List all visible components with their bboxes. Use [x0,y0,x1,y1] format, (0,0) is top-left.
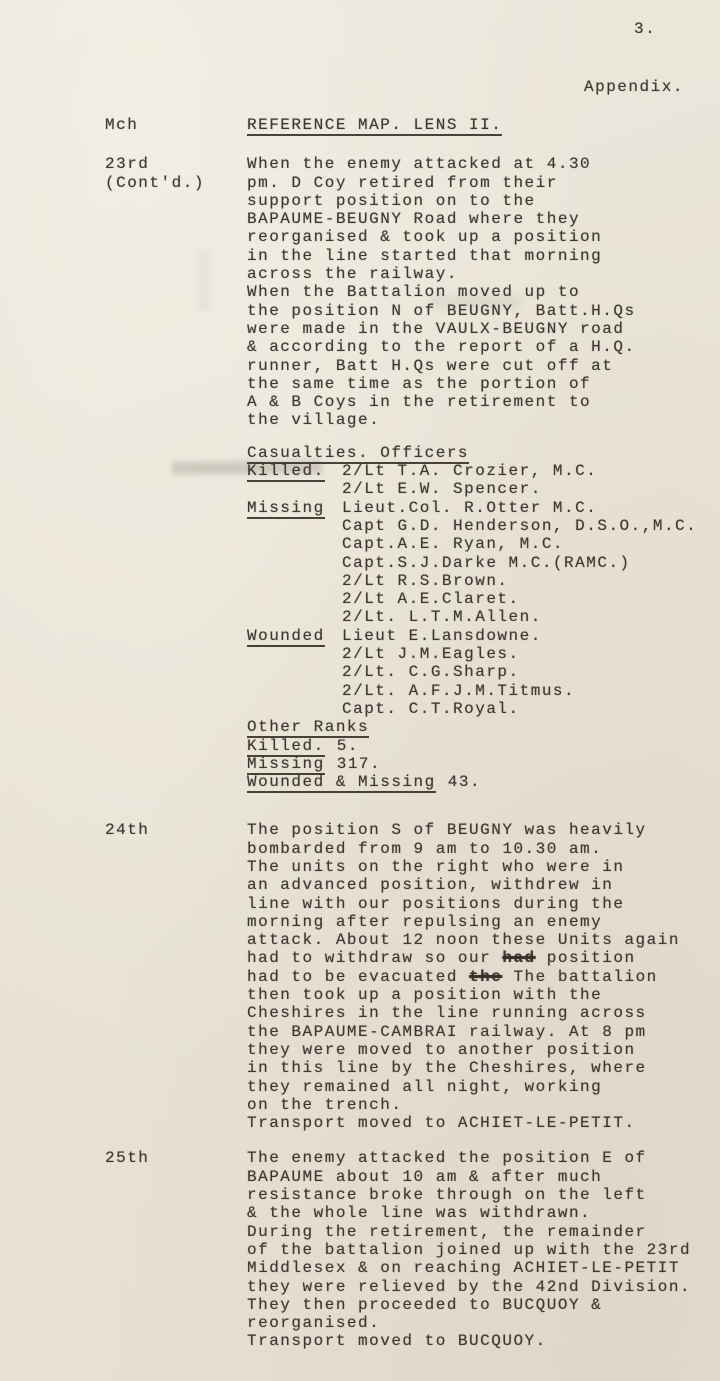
entry-text-line: reorganised. [247,1314,381,1333]
struck-word: had [502,949,536,968]
casualty-name: Capt G.D. Henderson, D.S.O.,M.C. [342,516,698,535]
other-ranks-label: Missing [247,755,325,775]
other-ranks-value: 5. [336,736,359,755]
other-ranks-row [247,737,690,755]
other-ranks-value: 317. [336,754,382,773]
other-ranks-heading: Other Ranks [247,718,370,737]
entry-text-line: & according to the report of a H.Q. [247,338,636,357]
casualty-group-label-cell [247,627,342,645]
diary-entry [105,821,690,1132]
casualty-name: 2/Lt J.M.Eagles. [342,645,520,664]
entry-date: 25th [105,1149,150,1168]
casualty-name: Capt.S.J.Darke M.C.(RAMC.) [342,553,631,572]
entry-text-line: resistance broke through on the left [247,1186,647,1205]
entry-date: 23rd [105,155,150,174]
entry-text-line: reorganised & took up a position [247,228,603,247]
entry-text-line: During the retirement, the remainder [247,1222,647,1241]
casualty-name: Lieut E.Lansdowne. [342,626,542,645]
casualty-group-label-cell [247,462,342,480]
other-ranks-heading-line [247,718,690,736]
diary-entry [105,155,698,792]
casualty-name-list [342,627,575,718]
entry-text-line: When the Battalion moved up to [247,283,581,302]
entry-text-line: BAPAUME about 10 am & after much [247,1167,603,1186]
entry-text-line: the position N of BEUGNY, Batt.H.Qs [247,301,636,320]
entry-text-line: Transport moved to ACHIET-LE-PETIT. [247,1114,636,1133]
entry-text-line: they were relieved by the 42nd Division. [247,1277,692,1296]
entry-date-column [105,821,247,1132]
entry-date-note: (Cont'd.) [105,173,205,192]
entry-text-line: They then proceeded to BUCQUOY & [247,1295,603,1314]
casualty-name: 2/Lt. L.T.M.Allen. [342,608,542,627]
entry-text-line: in this line by the Cheshires, where [247,1059,647,1078]
entry-text-line [247,968,690,986]
entry-text-line: Transport moved to BUCQUOY. [247,1332,547,1351]
casualties-heading: Casualties. Officers [247,443,470,462]
text-segment: The battalion [502,967,658,986]
entry-text-line: Cheshires in the line running across [247,1004,647,1023]
entry-text-line: runner, Batt H.Qs were cut off at [247,356,614,375]
entry-text-line: then took up a position with the [247,986,603,1005]
entry-text-line: A & B Coys in the retirement to [247,393,592,412]
casualty-name-list [342,499,697,627]
entry-text-line [247,949,690,967]
casualty-name: 2/Lt. C.G.Sharp. [342,663,520,682]
casualties-heading-line [247,444,690,462]
casualty-name-list [342,462,597,499]
entry-text-line: attack. About 12 noon these Units again [247,931,680,950]
entry-text-line: bombarded from 9 am to 10.30 am. [247,839,603,858]
entry-text-line: an advanced position, withdrew in [247,876,614,895]
casualty-group [247,627,690,718]
casualty-name: 2/Lt A.E.Claret. [342,590,520,609]
entry-body [247,821,690,1132]
entry-text-line: line with our positions during the [247,894,625,913]
entry-text-line: they were moved to another position [247,1040,636,1059]
casualty-name: 2/Lt T.A. Crozier, M.C. [342,462,598,481]
entry-text-line: the same time as the portion of [247,374,592,393]
reference-line [247,116,690,134]
casualty-group-label: Killed. [247,462,325,481]
other-ranks-value: 43. [447,773,482,792]
casualty-name: 2/Lt R.S.Brown. [342,571,509,590]
month-column-label: Mch [105,116,139,134]
casualty-name: Lieut.Col. R.Otter M.C. [342,498,598,517]
entry-text-line: the village. [247,411,381,430]
entry-text-line: were made in the VAULX-BEUGNY road [247,319,625,338]
entry-date-column [105,155,247,791]
entry-text-line: morning after repulsing an enemy [247,912,603,931]
casualty-name: Capt.A.E. Ryan, M.C. [342,535,565,554]
other-ranks-row [247,755,690,773]
casualty-group-label-cell [247,499,342,517]
casualty-group-label: Missing [247,498,325,517]
casualties-section [247,443,698,792]
text-segment: had to be evacuated [247,967,470,986]
text-segment: position [535,949,636,968]
struck-word: the [469,967,503,986]
diary-entry [105,1149,690,1350]
entry-text-line: of the battalion joined up with the 23rd [247,1240,692,1259]
diary-header [105,116,690,134]
entry-text-line: The position S of BEUGNY was heavily [247,821,647,840]
casualty-name: 2/Lt. A.F.J.M.Titmus. [342,681,576,700]
casualty-group-label: Wounded [247,626,325,645]
diary-entries [105,155,698,1351]
casualty-group [247,462,690,499]
other-ranks-label: Killed. [247,737,325,757]
diary-content [105,116,698,1351]
entry-text-line: When the enemy attacked at 4.30 [247,155,592,174]
entry-text-line: pm. D Coy retired from their [247,173,558,192]
entry-text-line: on the trench. [247,1095,403,1114]
casualty-group [247,498,698,627]
other-ranks-label: Wounded & Missing [247,773,436,793]
entry-date: 24th [105,821,150,840]
entry-text-line: & the whole line was withdrawn. [247,1204,592,1223]
casualty-name: Capt. C.T.Royal. [342,699,520,718]
entry-body [247,155,698,792]
entry-text-line: they remained all night, working [247,1077,603,1096]
entry-text-line: BAPAUME-BEUGNY Road where they [247,210,581,229]
entry-text-line: support position on to the [247,191,536,210]
entry-body [247,1149,690,1350]
entry-date-column [105,1149,247,1350]
entry-text-line: The enemy attacked the position E of [247,1149,647,1168]
other-ranks-row [247,773,690,791]
reference-map-title: REFERENCE MAP. LENS II. [247,116,503,134]
text-segment: had to withdraw so our [247,949,503,968]
entry-text-line: in the line started that morning [247,246,603,265]
casualty-name: 2/Lt E.W. Spencer. [342,480,542,499]
appendix-label: Appendix. [584,78,684,96]
page-number: 3. [634,20,657,38]
entry-text-line: Middlesex & on reaching ACHIET-LE-PETIT [247,1259,680,1278]
entry-text-line: The units on the right who were in [247,857,625,876]
entry-text-line: across the railway. [247,265,458,284]
entry-text-line: the BAPAUME-CAMBRAI railway. At 8 pm [247,1022,647,1041]
